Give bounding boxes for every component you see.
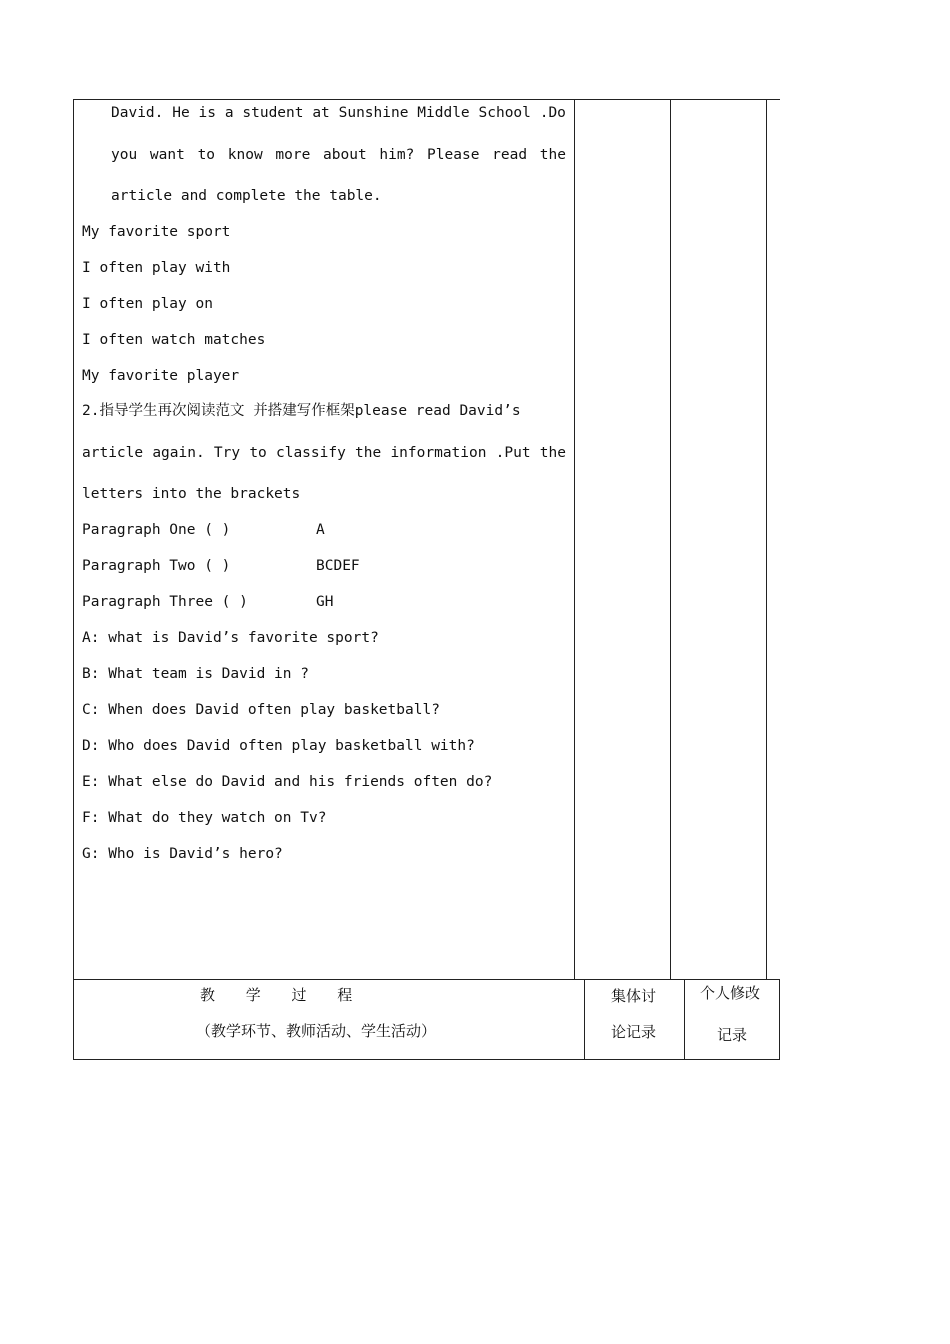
footer-top-border	[73, 979, 780, 980]
footer-divider-1	[584, 979, 585, 1060]
table-item-watch-matches: I often watch matches	[82, 332, 266, 348]
table-item-play-on: I often play on	[82, 296, 213, 312]
question-g: G: Who is David’s hero?	[82, 846, 283, 862]
group-discussion-line-1: 集体讨	[611, 987, 657, 1005]
paragraph-two-label: Paragraph Two ( )	[82, 558, 231, 574]
table-item-favorite-sport: My favorite sport	[82, 224, 231, 240]
step2-line-3: letters into the brackets	[82, 486, 301, 502]
table-bottom-border	[73, 1059, 780, 1060]
question-e: E: What else do David and his friends often do?	[82, 774, 493, 790]
paragraph-one-label: Paragraph One ( )	[82, 522, 231, 538]
paragraph-three-letters: GH	[316, 594, 334, 610]
intro-line-2: you want to know more about him? Please read the	[111, 147, 566, 163]
column-divider-3	[766, 99, 767, 979]
column-divider-1	[574, 99, 575, 979]
paragraph-one-letters: A	[316, 522, 325, 538]
table-left-border	[73, 99, 74, 1060]
question-f: F: What do they watch on Tv?	[82, 810, 327, 826]
paragraph-two-letters: BCDEF	[316, 558, 360, 574]
intro-line-1: David. He is a student at Sunshine Middle School .Do	[111, 105, 566, 121]
question-b: B: What team is David in ?	[82, 666, 309, 682]
table-item-favorite-player: My favorite player	[82, 368, 240, 384]
intro-line-3: article and complete the table.	[111, 188, 382, 204]
question-c: C: When does David often play basketball?	[82, 702, 440, 718]
step2-line-2: article again. Try to classify the information .Put the	[82, 445, 566, 461]
group-discussion-line-2: 论记录	[611, 1023, 657, 1041]
footer-divider-2	[684, 979, 685, 1060]
personal-revision-line-2: 记录	[717, 1026, 748, 1044]
question-d: D: Who does David often play basketball with?	[82, 738, 475, 754]
personal-revision-line-1: 个人修改	[700, 984, 761, 1002]
question-a: A: what is David’s favorite sport?	[82, 630, 379, 646]
step2-line-1: 2.指导学生再次阅读范文 并搭建写作框架please read David’s	[82, 403, 521, 419]
table-top-border	[73, 99, 780, 100]
paragraph-three-label: Paragraph Three ( )	[82, 594, 248, 610]
process-subtitle: （教学环节、教师活动、学生活动）	[196, 1022, 437, 1040]
table-item-play-with: I often play with	[82, 260, 231, 276]
table-right-border	[779, 979, 780, 1060]
process-title: 教 学 过 程	[200, 986, 366, 1004]
column-divider-2	[670, 99, 671, 979]
